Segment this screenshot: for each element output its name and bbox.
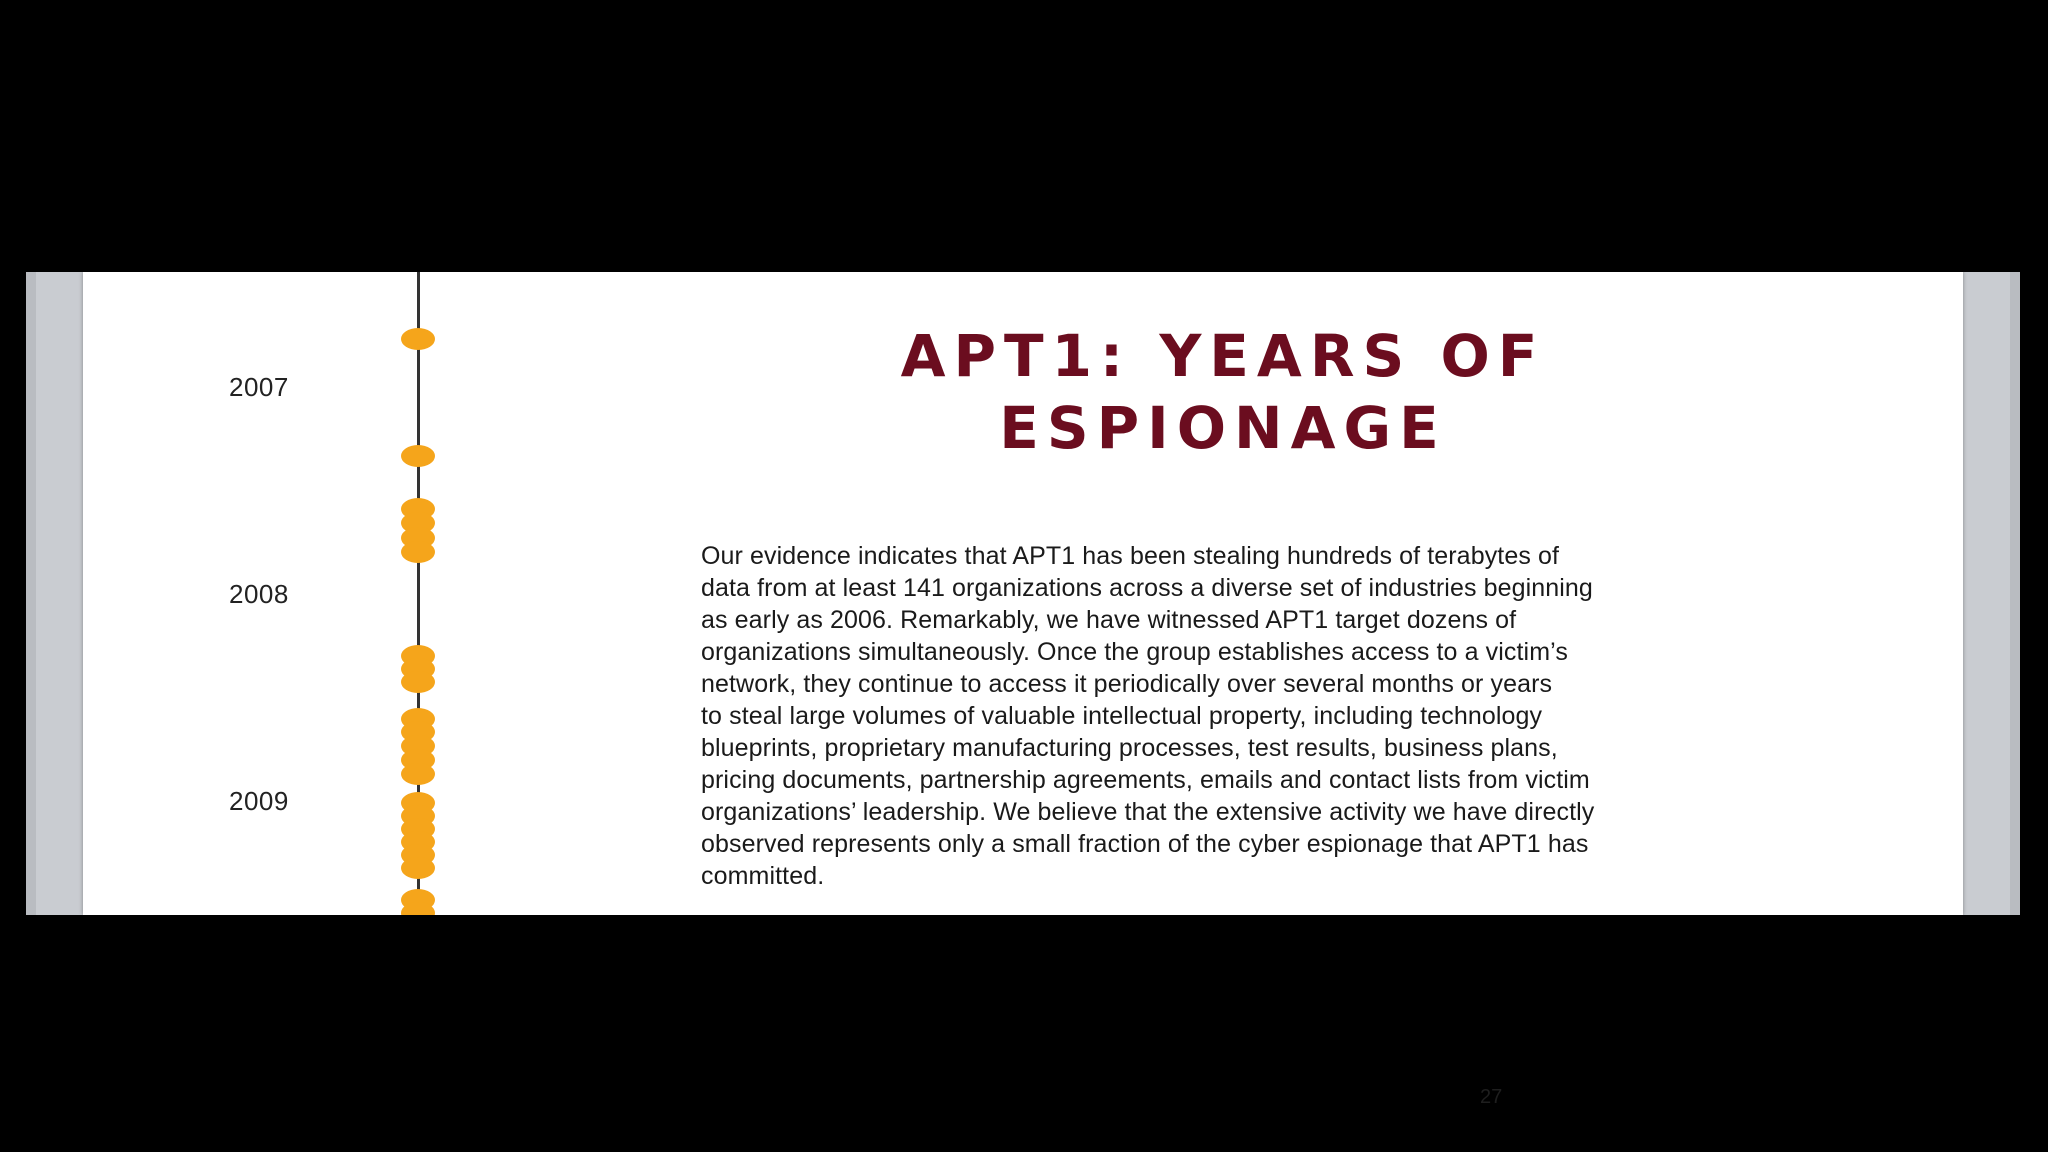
page-title-line-1: APT1: YEARS OF — [900, 322, 1546, 390]
timeline-marker — [401, 328, 435, 350]
page-title — [823, 320, 1623, 464]
body-line: blueprints, proprietary manufacturing processes, test results, business plans, — [701, 734, 1558, 762]
body-line: as early as 2006. Remarkably, we have witnessed APT1 target dozens of — [701, 606, 1517, 634]
timeline-year-2008: 2008 — [229, 579, 289, 609]
timeline-marker — [401, 671, 435, 693]
body-line: network, they continue to access it periodically over several months or years — [701, 670, 1553, 698]
body-line: organizations simultaneously. Once the group establishes access to a victim’s — [701, 638, 1568, 666]
timeline-marker — [401, 763, 435, 785]
body-line: observed represents only a small fraction of the cyber espionage that APT1 has — [701, 830, 1589, 858]
body-line: pricing documents, partnership agreements, emails and contact lists from victim — [701, 766, 1590, 794]
document-page — [83, 272, 1963, 915]
body-line: Our evidence indicates that APT1 has been stealing hundreds of terabytes of — [701, 542, 1560, 570]
timeline-year-2007: 2007 — [229, 372, 289, 402]
body-line: to steal large volumes of valuable intellectual property, including technology — [701, 702, 1543, 730]
body-line: committed. — [701, 862, 825, 890]
body-paragraph — [701, 540, 1841, 892]
body-line: data from at least 141 organizations across a diverse set of industries beginning — [701, 574, 1593, 602]
slide-page-number: 27 — [1480, 1086, 1503, 1108]
timeline-year-2009: 2009 — [229, 786, 289, 816]
document-viewer[interactable] — [26, 272, 2020, 915]
body-line: organizations’ leadership. We believe that the extensive activity we have directly — [701, 798, 1595, 826]
page-title-line-2: ESPIONAGE — [999, 394, 1447, 462]
timeline-marker — [401, 857, 435, 879]
timeline-marker — [401, 541, 435, 563]
timeline-marker — [401, 445, 435, 467]
